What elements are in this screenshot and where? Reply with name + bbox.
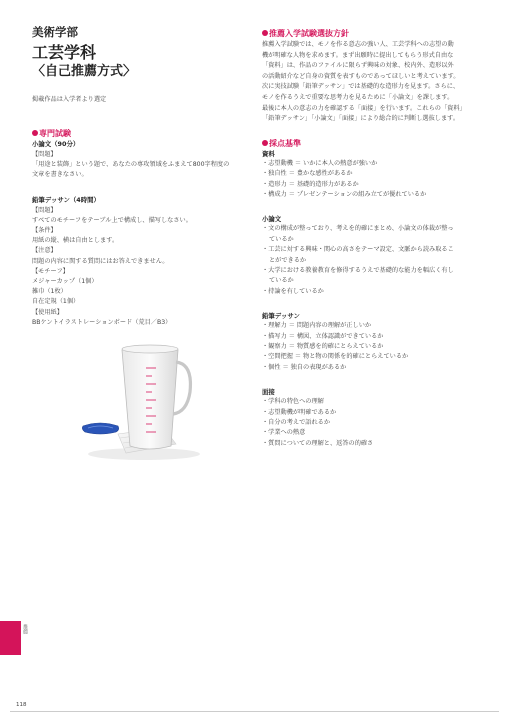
policy-line: 推薦入学試験では、モノを作る意志の強い人、工芸学科への志望の動 [262,41,454,48]
drawing-question-text: すべてのモチーフをテーブル上で構成し、描写しなさい。 [32,216,192,224]
policy-line: 次に実技試験「鉛筆デッサン」では基礎的な造形力を見ます。さらに、 [262,83,460,91]
criteria-item: ・学科の特色への理解 [262,398,324,406]
criteria-item: ・志望動機 ＝ いかに本人の熱意が強いか [262,159,378,167]
policy-text [262,40,478,125]
essay-question-line: 文章を書きなさい。 [32,171,88,179]
section-side-tab [0,621,21,655]
criteria-item: ・構成力 ＝ プレゼンテーションの組み立てが優れているか [262,190,427,198]
criteria-item: ・観察力 ＝ 物質感を的確にとらえているか [262,343,384,351]
footer-divider [10,711,499,712]
criteria-item: ・個性 ＝ 独自の表現があるか [262,363,347,371]
criteria-item: ・描写力 ＝ 構図、立体認識ができているか [262,332,384,340]
criteria-item-continued: ているか [269,235,294,243]
policy-line: の活動紹介など自身の資質を表すものであってほしいと考えています。 [262,72,460,80]
criteria-item: ・志望動機が明確であるか [262,408,337,416]
essay-title: 小論文（90分） [32,140,80,148]
criteria-item: ・質問についての理解と、返答の的確さ [262,439,374,447]
paper-label: 【使用紙】 [32,308,63,316]
criteria-item: ・造形力 ＝ 基礎的造形力があるか [262,180,359,188]
admission-method: 〈自己推薦方式〉 [32,64,137,79]
exam-section [32,128,244,328]
criteria-group-title: 鉛筆デッサン [262,312,300,321]
criteria-item: ・工芸に対する興味・関心の高さをテーマ設定、文脈から読み取るこ [262,246,454,254]
motif-label: 【モチーフ】 [32,267,69,275]
policy-line: モノを作るうえで重要な思考力を見るために「小論文」を課します。 [262,93,454,101]
caution-label: 【注意】 [32,247,57,255]
criteria-item: ・持論を有しているか [262,287,324,295]
criteria-group-title: 面接 [262,388,275,397]
criteria-item: ・学業への熱意 [262,429,306,437]
criteria-group-title: 小論文 [262,215,282,224]
criteria-group-title: 資料 [262,149,275,158]
essay-question-label: 【問題】 [32,151,57,158]
drawing-title: 鉛筆デッサン（4時間） [32,195,100,204]
criteria-heading: 採点基準 [262,138,478,149]
paper-text: BBケントイラストレーションボード（荒目／B3） [32,318,172,326]
criteria-item: ・文の構成が整っており、考えを的確にまとめ、小論文の体裁が整っ [262,225,454,233]
motif-item: 自在定規（1個） [32,298,80,306]
essay-question-line: 「用途と装飾」という題で、あなたの専攻領域をふまえて800字程度の [32,161,230,169]
criteria-item: ・大学における教養教育を修得するうえで基礎的な能力を幅広く有し [262,267,454,274]
policy-line: 「鉛筆デッサン」「小論文」「面接」により総合的に判断し選抜します。 [262,115,460,123]
criteria-section [262,138,478,450]
condition-text: 用紙の縦、横は自由とします。 [32,237,119,245]
motif-item: メジャーカップ（1個） [32,278,98,286]
motif-item: 雑巾（1枚） [32,288,67,296]
left-column [32,24,244,328]
policy-line: 最後に本人の意志の力を確認する「面接」を行います。これらの「資料」 [262,104,466,112]
criteria-item-continued: とができるか [269,256,307,264]
motif-photo [80,342,205,464]
policy-line: 「資料」は、作品のファイルに限らず興味の対象、校内外、造形以外 [262,62,454,70]
bullet-dot-icon [32,130,38,136]
right-column [262,28,478,449]
criteria-item: ・空間把握 ＝ 物と物の関係を的確にとらえているか [262,353,409,361]
department-name: 美術学部 [32,25,78,39]
policy-line: 機が明確な人物を求めます。まず出願時に提出してもらう形式自由な [262,51,454,59]
exam-heading: 専門試験 [32,128,244,139]
page-number: 118 [16,702,27,708]
bullet-dot-icon [262,30,268,36]
drawing-question-label: 【問題】 [32,206,57,214]
works-note: 掲載作品は入学者より選定 [32,96,107,103]
side-tab-label: 推薦 [22,624,28,634]
criteria-item: ・理解力 ＝ 問題内容の理解が正しいか [262,322,372,330]
criteria-item: ・自分の考えで語れるか [262,419,331,427]
condition-label: 【条件】 [32,227,57,235]
policy-heading: 推薦入学試験選抜方針 [262,28,478,39]
criteria-item: ・独自性 ＝ 豊かな感性があるか [262,170,353,178]
major-title: 工芸学科 [32,43,97,62]
criteria-item-continued: ているか [269,277,294,285]
bullet-dot-icon [262,140,268,146]
caution-text: 問題の内容に関する質問にはお答えできません。 [32,257,169,265]
